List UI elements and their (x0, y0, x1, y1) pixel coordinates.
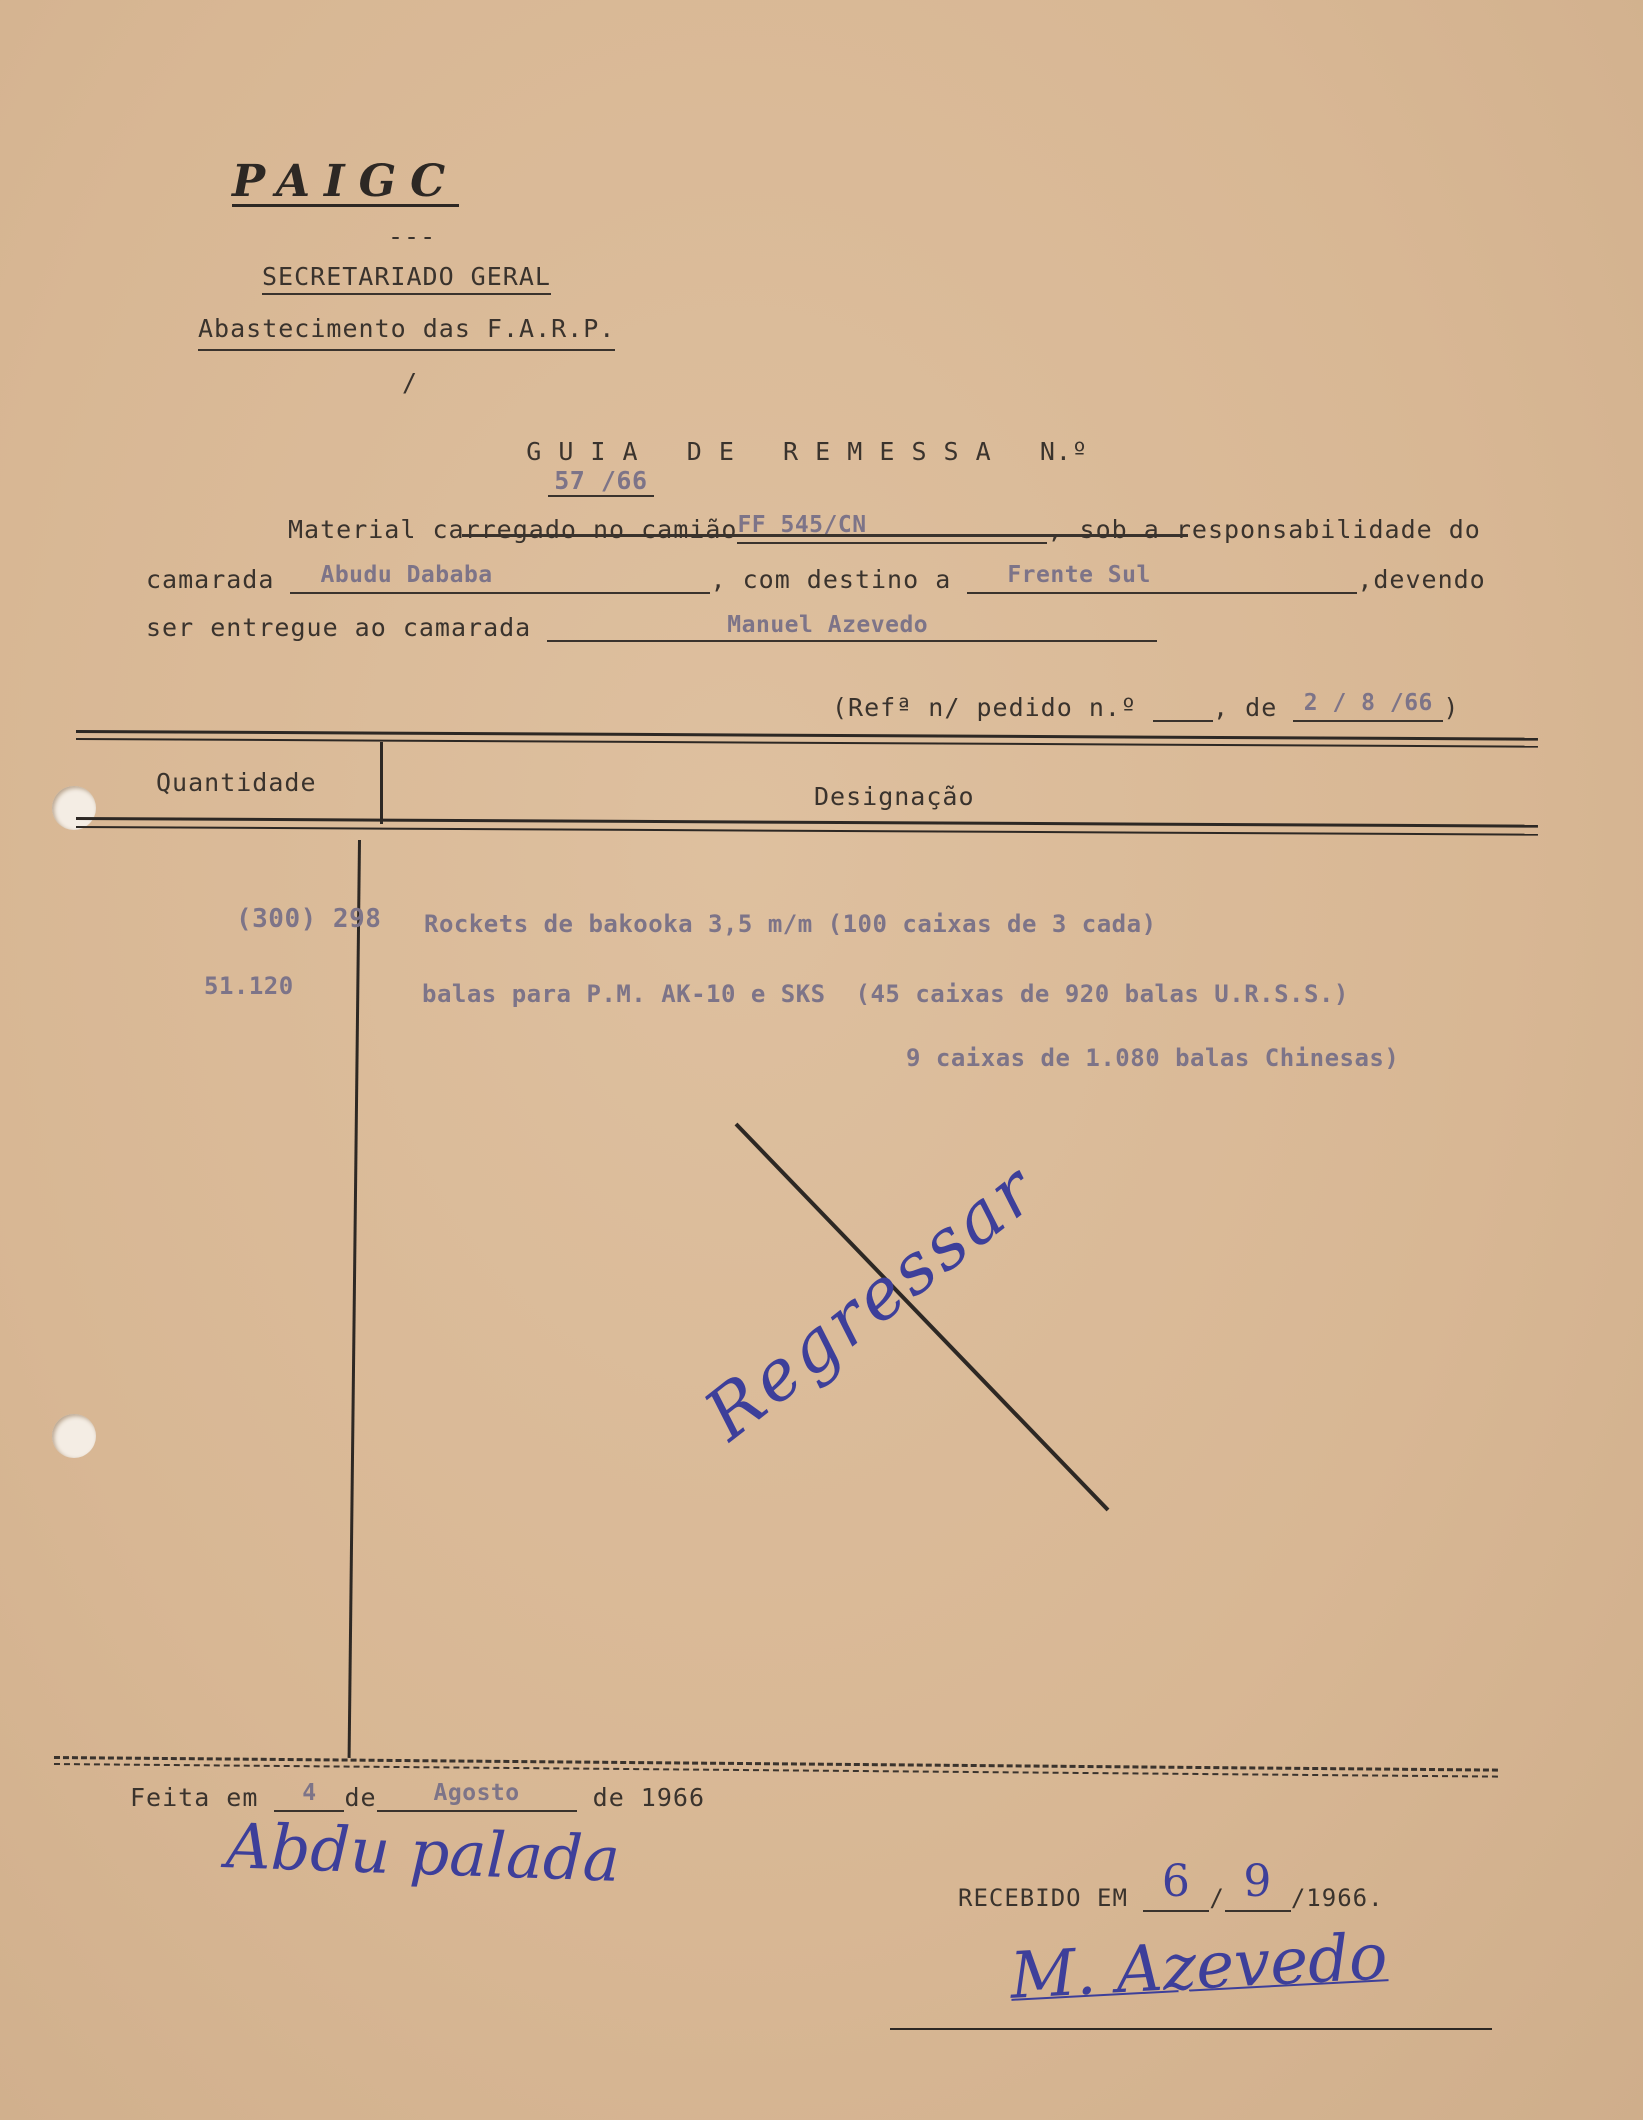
reference-close: ) (1443, 693, 1460, 722)
reference-number-field (1153, 690, 1213, 722)
signature-line (890, 2028, 1492, 2030)
made-on-line (130, 1780, 705, 1812)
made-on-label: Feita em (130, 1783, 259, 1812)
punch-hole (52, 786, 96, 830)
made-month-field: Agosto (377, 1780, 577, 1812)
reference-line (832, 690, 1459, 722)
table-row-1-designation: Rockets de bakooka 3,5 m/m (100 caixas de 3 cada) (424, 910, 1157, 938)
letterhead-separator: --- (388, 222, 437, 251)
destination-field: Frente Sul (967, 562, 1357, 594)
office-name: SECRETARIADO GERAL (262, 262, 551, 295)
truck-label: Material carregado no camião (288, 515, 738, 544)
punch-hole (52, 1414, 96, 1458)
truck-field: FF 545/CN (737, 512, 1047, 544)
table-row-3-designation: 9 caixas de 1.080 balas Chinesas) (906, 1044, 1400, 1072)
table-row-2-designation: balas para P.M. AK-10 e SKS (45 caixas de 920 balas U.R.S.S.) (422, 980, 1349, 1008)
quantity-header: Quantidade (156, 768, 317, 797)
reference-date-label: , de (1213, 693, 1278, 722)
received-day-field: 6 (1143, 1860, 1209, 1912)
comrade-field: Abudu Dababa (290, 562, 710, 594)
section-name: Abastecimento das F.A.R.P. (198, 314, 615, 351)
received-line: RECEBIDO EM 6 / 9 /1966. (958, 1856, 1384, 1912)
recipient-field: Manuel Azevedo (547, 612, 1157, 642)
made-year-label: de 1966 (592, 1783, 706, 1812)
form-line-2 (146, 562, 1486, 594)
made-de-label: de (344, 1783, 377, 1812)
sender-signature: Abdu palada (224, 1809, 622, 1896)
recipient-label: ser entregue ao camarada (146, 613, 532, 642)
made-day-field: 4 (274, 1780, 344, 1812)
header-bottom-rule (76, 826, 1538, 836)
received-label: RECEBIDO EM (958, 1884, 1128, 1912)
column-divider (380, 742, 383, 824)
delivery-label: ,devendo (1357, 565, 1486, 594)
comrade-label: camarada (146, 565, 275, 594)
form-line-3 (146, 612, 1157, 642)
responsibility-label: , sob a responsabilidade do (1047, 515, 1481, 544)
reference-date-field: 2 / 8 /66 (1293, 690, 1443, 722)
table-row-2-quantity: 51.120 (204, 972, 294, 1000)
received-year: /1966. (1290, 1884, 1384, 1912)
document-number: 57 /66 (548, 466, 653, 497)
header-bottom-rule (76, 817, 1538, 828)
reference-label: (Refª n/ pedido n.º (832, 693, 1137, 722)
designation-header: Designação (814, 782, 975, 811)
receiver-signature: M. Azevedo (1008, 1920, 1390, 2014)
column-divider (348, 840, 361, 1758)
received-month-field: 9 (1225, 1860, 1291, 1912)
slash-mark: / (402, 368, 419, 397)
letterhead: PAIGC (232, 156, 460, 207)
handwritten-note: Regressar (689, 1147, 1053, 1456)
form-line-1 (288, 512, 1481, 544)
document-title-text: G U I A D E R E M E S S A N.º (526, 437, 1089, 466)
destination-label: , com destino a (710, 565, 952, 594)
table-row-1-quantity: (300) 298 (236, 904, 382, 934)
